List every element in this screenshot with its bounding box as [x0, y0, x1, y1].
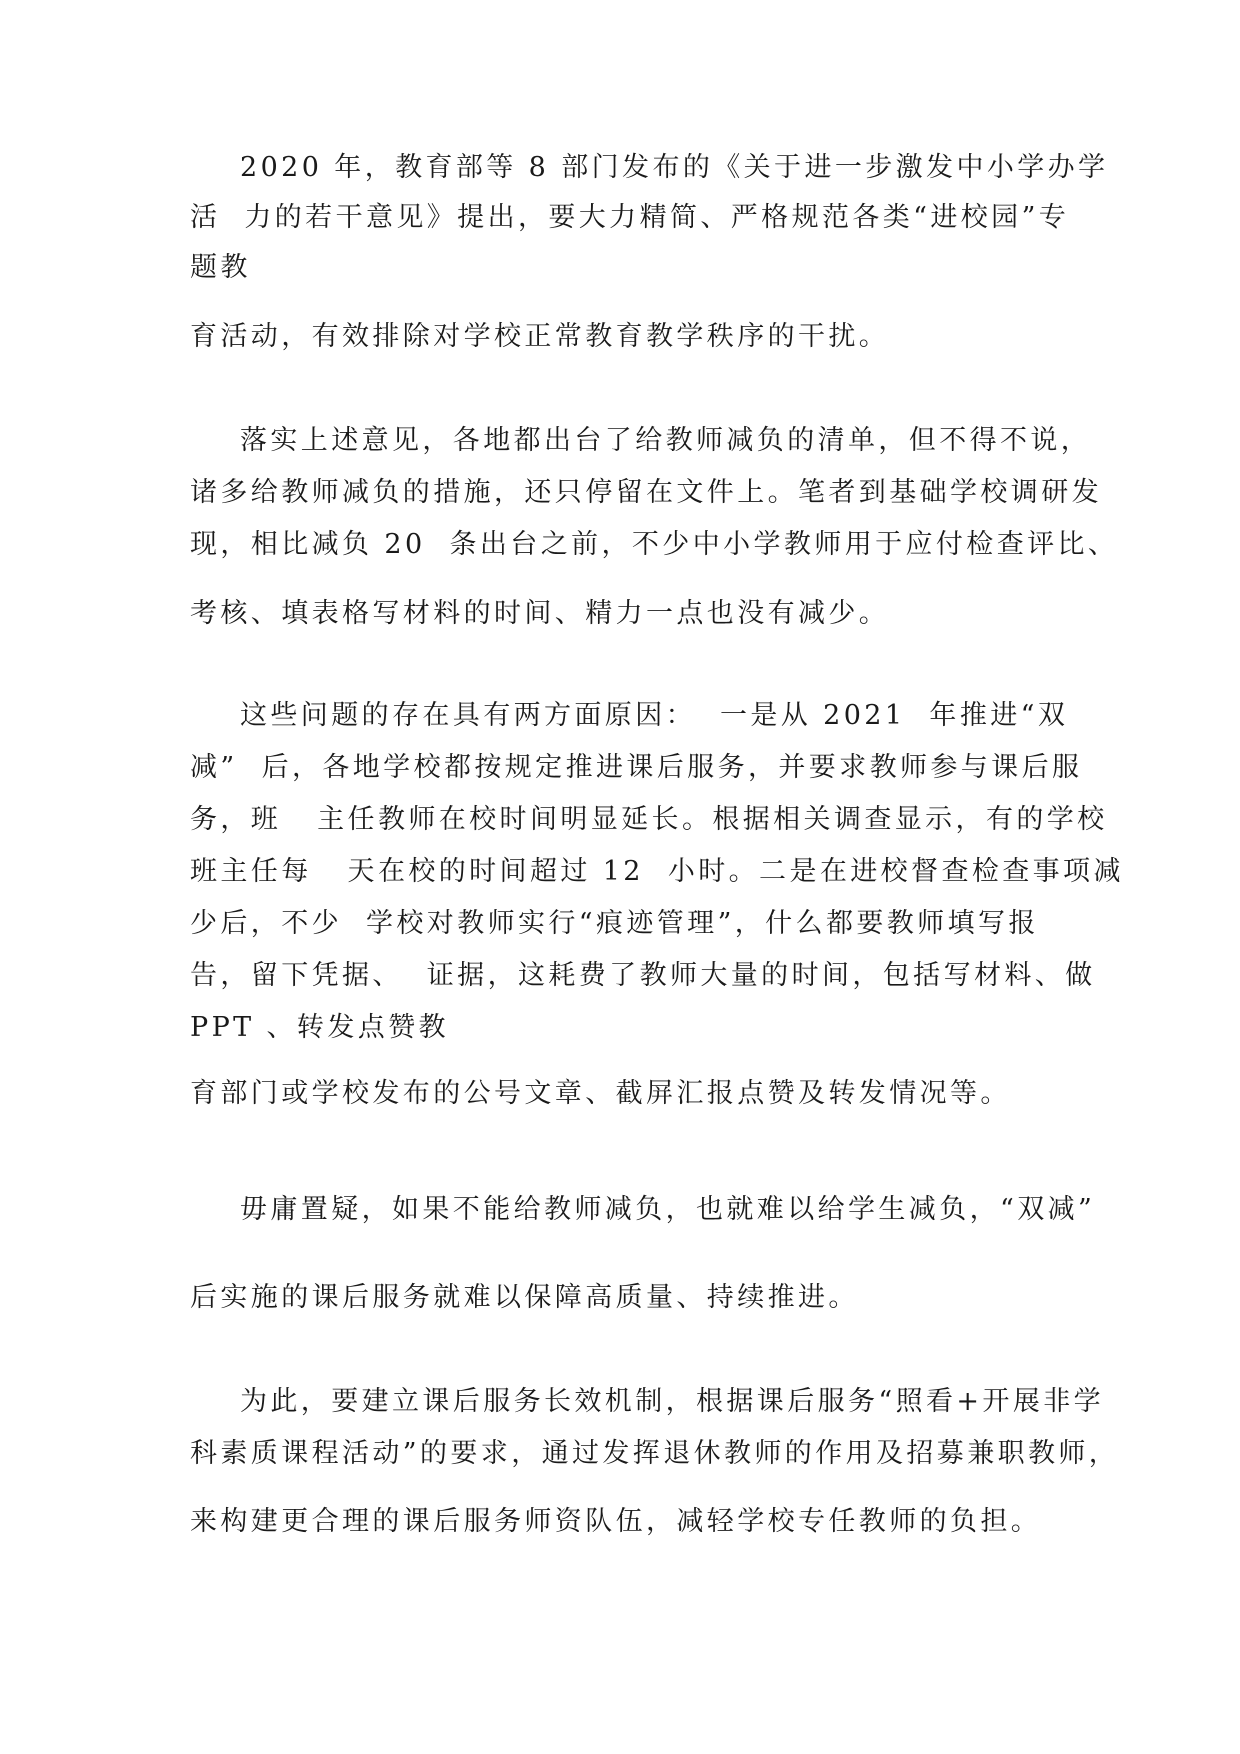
paragraph-2-line-1: 落实上述意见，各地都出台了给教师减负的清单，但不得不说， — [240, 425, 1092, 456]
paragraph-2-line-4: 考核、填表格写材料的时间、精力一点也没有减少。 — [190, 598, 890, 629]
paragraph-4-line-1: 毋庸置疑，如果不能给教师减负，也就难以给学生减负，“双减” — [240, 1194, 1096, 1225]
paragraph-2-line-3: 现，相比减负 20 条出台之前，不少中小学教师用于应付检查评比、 — [190, 529, 1119, 560]
paragraph-3-line-5: 少后，不少 学校对教师实行“痕迹管理”，什么都要教师填写报 — [190, 908, 1039, 939]
paragraph-4-line-2: 后实施的课后服务就难以保障高质量、持续推进。 — [190, 1282, 859, 1313]
paragraph-3-line-4: 班主任每 天在校的时间超过 12 小时。二是在进校督查检查事项减 — [190, 856, 1124, 887]
paragraph-1-line-3: 题教 — [190, 252, 251, 283]
paragraph-3-line-8: 育部门或学校发布的公号文章、截屏汇报点赞及转发情况等。 — [190, 1078, 1011, 1109]
paragraph-5-line-3: 来构建更合理的课后服务师资队伍，减轻学校专任教师的负担。 — [190, 1506, 1042, 1537]
paragraph-3-line-6: 告，留下凭据、 证据，这耗费了教师大量的时间，包括写材料、做 — [190, 960, 1096, 991]
paragraph-3-line-2: 减” 后，各地学校都按规定推进课后服务，并要求教师参与课后服 — [190, 752, 1083, 783]
paragraph-3-line-1: 这些问题的存在具有两方面原因： 一是从 2021 年推进“双 — [240, 700, 1069, 731]
paragraph-3-line-7: PPT 、转发点赞教 — [190, 1012, 449, 1043]
paragraph-2-line-2: 诸多给教师减负的措施，还只停留在文件上。笔者到基础学校调研发 — [190, 477, 1102, 508]
paragraph-3-line-3: 务，班 主任教师在校时间明显延长。根据相关调查显示，有的学校 — [190, 804, 1108, 835]
paragraph-1-line-4: 育活动，有效排除对学校正常教育教学秩序的干扰。 — [190, 321, 890, 352]
paragraph-1-line-2: 活 力的若干意见》提出，要大力精简、严格规范各类“进校园”专 — [190, 202, 1070, 233]
paragraph-1-line-1: 2020 年，教育部等 8 部门发布的《关于进一步激发中小学办学 — [240, 152, 1109, 183]
paragraph-5-line-2: 科素质课程活动”的要求，通过发挥退休教师的作用及招募兼职教师， — [190, 1438, 1120, 1469]
paragraph-5-line-1: 为此，要建立课后服务长效机制，根据课后服务“照看+开展非学 — [240, 1386, 1105, 1417]
